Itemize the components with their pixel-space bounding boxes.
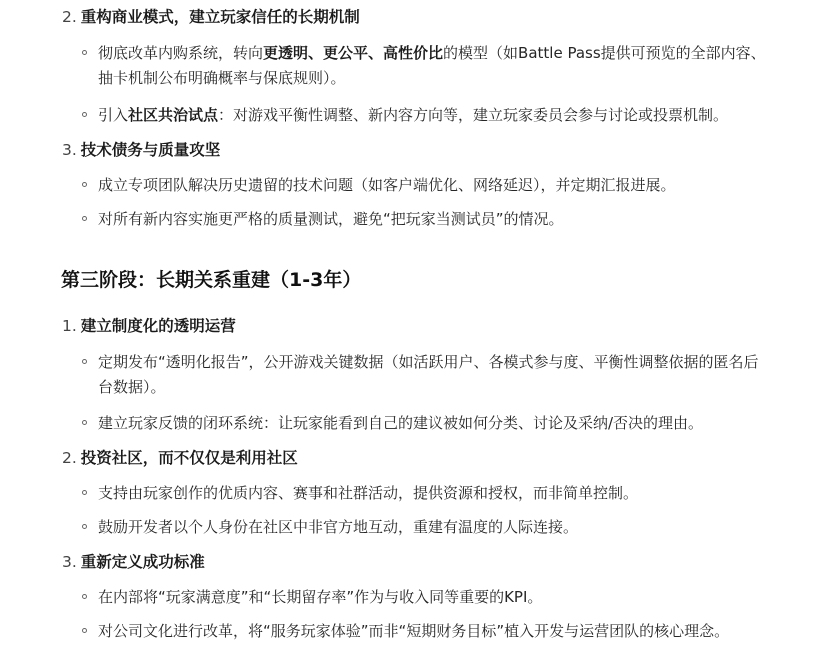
list-item [82, 619, 807, 644]
item-title: 投资社区，而不仅仅是利用社区 [80, 449, 298, 467]
item-number: 2. [62, 8, 77, 26]
item-title: 重构商业模式，建立玩家信任的长期机制 [80, 8, 360, 26]
bullet-text-line: 定期发布“透明化报告”，公开游戏关键数据（如活跃用户、各模式参与度、平衡性调整依据的匿名后 [98, 353, 759, 371]
bullet-icon [82, 628, 87, 633]
numbered-item-heading [62, 7, 360, 27]
bullet-text: 建立玩家反馈的闭环系统：让玩家能看到自己的建议被如何分类、讨论及采纳/否决的理由。 [98, 414, 704, 432]
item-title: 技术债务与质量攻坚 [80, 141, 221, 159]
bullet-icon [82, 359, 87, 364]
list-item [82, 515, 807, 540]
bullet-text-plain: ：对游戏平衡性调整、新内容方向等，建立玩家委员会参与讨论或投票机制。 [218, 106, 729, 124]
bullet-icon [82, 524, 87, 529]
numbered-item-heading [62, 316, 236, 336]
bullet-icon [82, 216, 87, 221]
list-item [82, 41, 807, 91]
item-number: 1. [62, 317, 77, 335]
bullet-icon [82, 594, 87, 599]
bullet-text: 在内部将“玩家满意度”和“长期留存率”作为与收入同等重要的KPI。 [98, 588, 543, 606]
list-item [82, 350, 807, 400]
section-heading: 第三阶段：长期关系重建（1-3年） [61, 269, 362, 291]
numbered-item-heading [62, 552, 205, 572]
item-number: 2. [62, 449, 77, 467]
numbered-item-heading [62, 448, 298, 468]
bullet-icon [82, 420, 87, 425]
bullet-text-plain: 抽卡机制公布明确概率与保底规则）。 [98, 69, 346, 87]
list-item [82, 207, 807, 232]
bullet-text: 成立专项团队解决历史遗留的技术问题（如客户端优化、网络延迟），并定期汇报进展。 [98, 176, 676, 194]
list-item [82, 411, 807, 436]
list-item [82, 481, 807, 506]
bullet-text-bold: 更透明、更公平、高性价比 [263, 44, 444, 62]
bullet-text-plain: 彻底改革内购系统，转向 [98, 44, 264, 62]
bullet-text: 支持由玩家创作的优质内容、赛事和社群活动，提供资源和授权，而非简单控制。 [98, 484, 639, 502]
bullet-text-plain: 引入 [98, 106, 129, 124]
list-item [82, 585, 807, 610]
bullet-icon [82, 50, 87, 55]
bullet-text [98, 350, 807, 400]
bullet-icon [82, 490, 87, 495]
list-item [82, 173, 807, 198]
bullet-text: 鼓励开发者以个人身份在社区中非官方地互动，重建有温度的人际连接。 [98, 518, 579, 536]
bullet-text [98, 41, 807, 91]
bullet-text-bold: 社区共治试点 [128, 106, 219, 124]
item-number: 3. [62, 553, 77, 571]
bullet-icon [82, 182, 87, 187]
bullet-text: 对所有新内容实施更严格的质量测试，避免“把玩家当测试员”的情况。 [98, 210, 564, 228]
bullet-icon [82, 112, 87, 117]
numbered-item-heading [62, 140, 220, 160]
bullet-text [98, 103, 807, 128]
bullet-text-line: 台数据）。 [98, 378, 166, 396]
list-item [82, 103, 807, 128]
item-number: 3. [62, 141, 77, 159]
bullet-text: 对公司文化进行改革，将“服务玩家体验”而非“短期财务目标”植入开发与运营团队的核心理念。 [98, 622, 730, 640]
item-title: 建立制度化的透明运营 [80, 317, 236, 335]
bullet-text-plain: 的模型（如Battle Pass提供可预览的全部内容、 [443, 44, 766, 62]
item-title: 重新定义成功标准 [80, 553, 205, 571]
